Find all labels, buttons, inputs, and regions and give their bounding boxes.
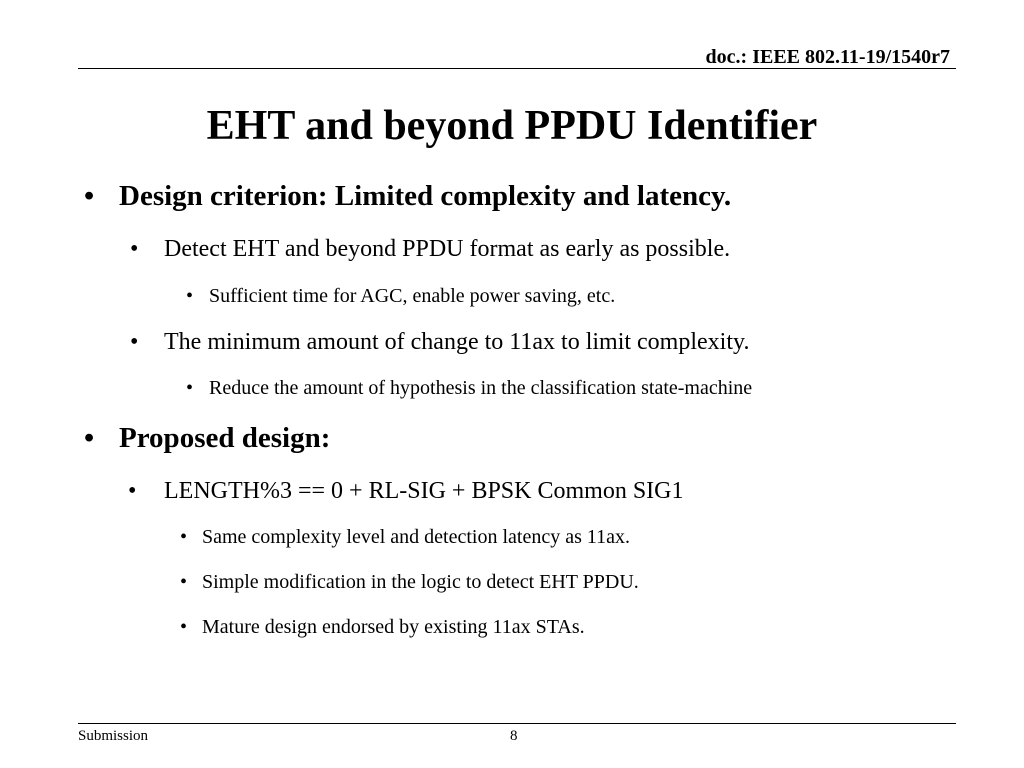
bullet-text: LENGTH%3 == 0 + RL-SIG + BPSK Common SIG1 [164, 478, 684, 504]
footer-divider [78, 723, 956, 724]
header-divider [78, 68, 956, 69]
bullet-text: Simple modification in the logic to detect EHT PPDU. [202, 571, 639, 593]
bullet-dot: • [180, 616, 188, 638]
footer-submission-label: Submission [78, 728, 149, 744]
bullet-dot: • [186, 285, 194, 307]
bullet-dot: • [180, 526, 188, 548]
bullet-text: Proposed design: [119, 422, 331, 454]
bullet-text: Mature design endorsed by existing 11ax STAs. [202, 616, 585, 638]
bullet-dot: • [130, 236, 139, 262]
bullet-text: Design criterion: Limited complexity and latency. [119, 180, 732, 212]
page-number: 8 [510, 728, 518, 744]
bullet-text: Detect EHT and beyond PPDU format as early as possible. [164, 236, 731, 262]
bullet-text: The minimum amount of change to 11ax to limit complexity. [164, 329, 750, 355]
bullet-dot: • [128, 478, 137, 504]
bullet-dot: • [130, 329, 139, 355]
bullet-text: Same complexity level and detection latency as 11ax. [202, 526, 630, 548]
bullet-dot: • [84, 180, 95, 212]
bullet-dot: • [180, 571, 188, 593]
bullet-dot: • [186, 377, 194, 399]
slide-title: EHT and beyond PPDU Identifier [206, 103, 818, 149]
document-id: doc.: IEEE 802.11-19/1540r7 [705, 46, 950, 68]
bullet-text: Reduce the amount of hypothesis in the classification state-machine [209, 377, 753, 399]
bullet-text: Sufficient time for AGC, enable power saving, etc. [209, 285, 616, 307]
bullet-dot: • [84, 422, 95, 454]
